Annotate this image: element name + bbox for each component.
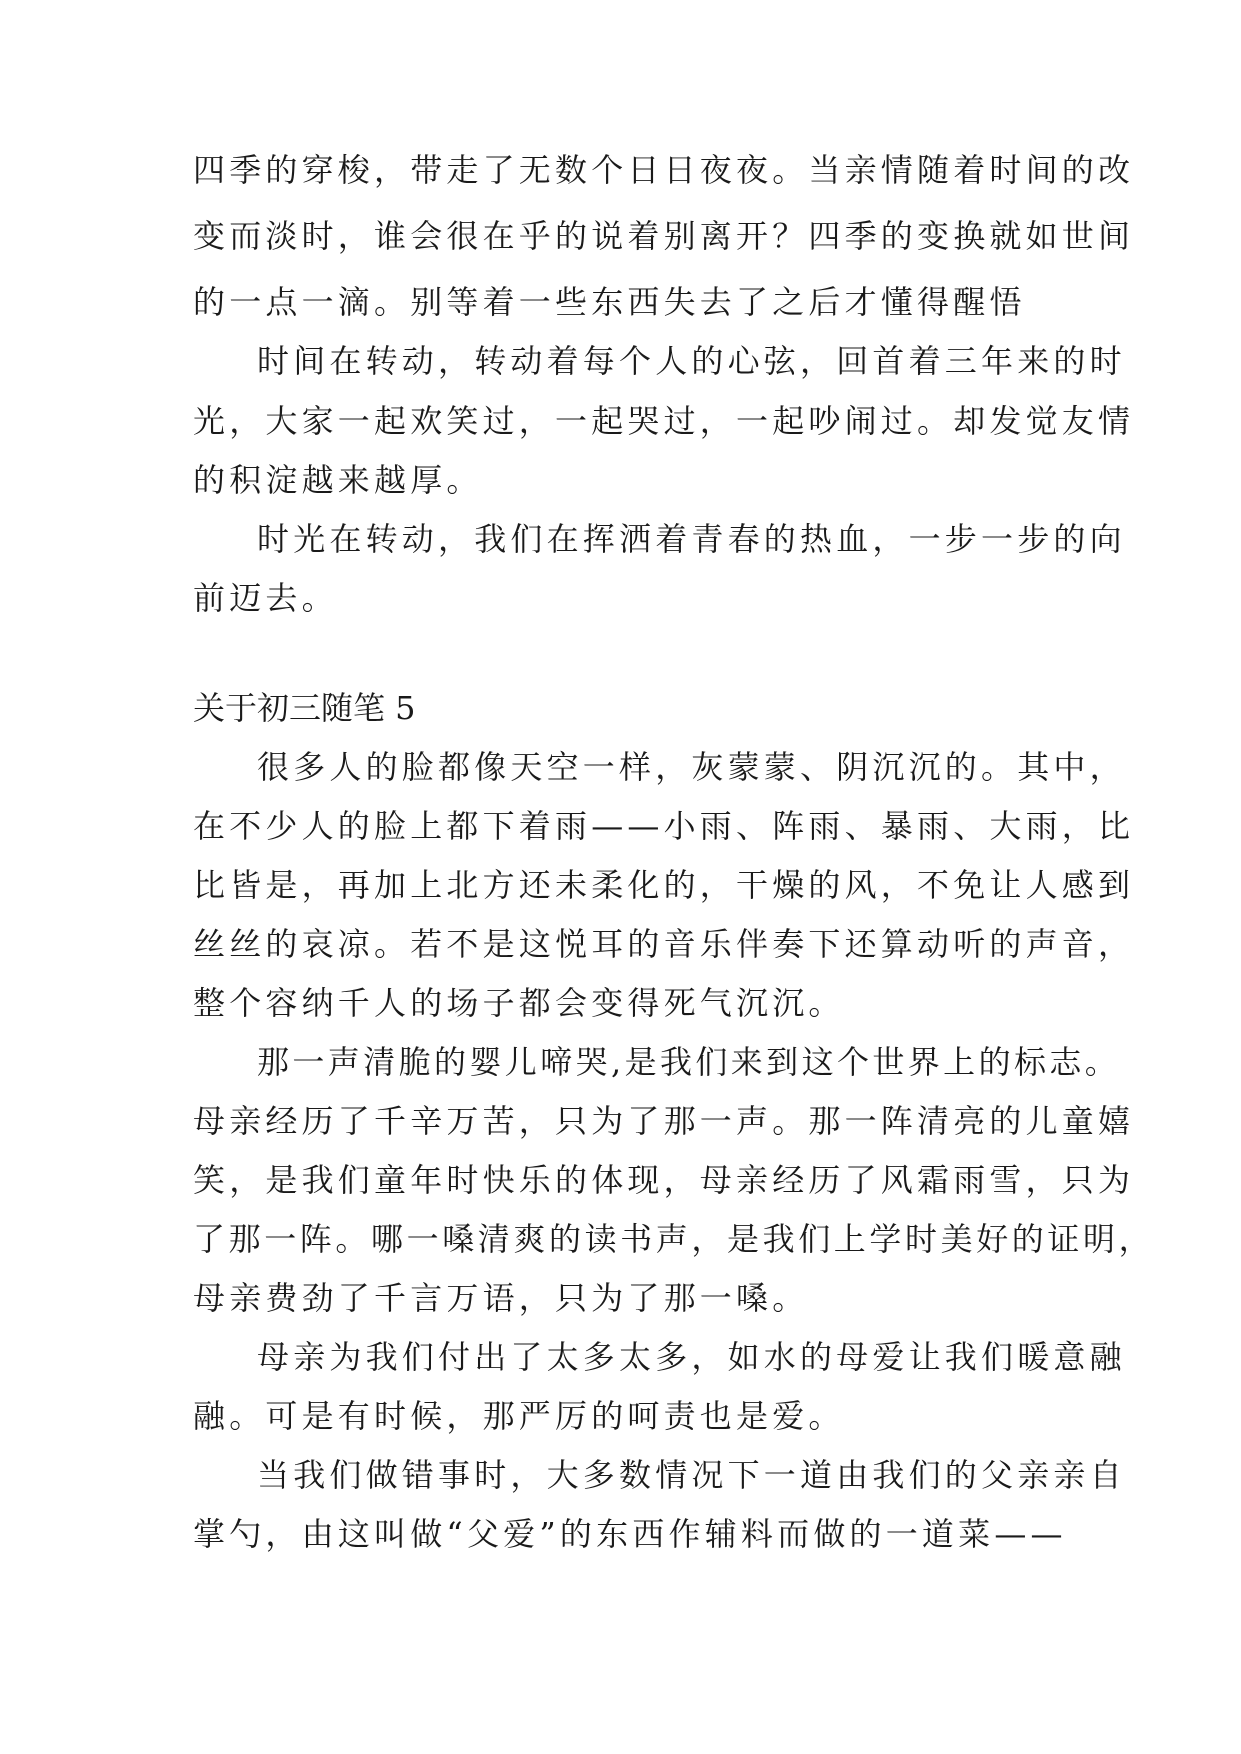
text-line: 母亲经历了千辛万苦，只为了那一声。那一阵清亮的儿童嬉 [193, 1102, 1135, 1140]
text-line: 的一点一滴。别等着一些东西失去了之后才懂得醒悟 [193, 283, 1026, 321]
text-line: 了那一阵。哪一嗓清爽的读书声，是我们上学时美好的证明， [193, 1220, 1155, 1258]
text-line: 很多人的脸都像天空一样，灰蒙蒙、阴沉沉的。其中， [257, 748, 1126, 786]
text-line: 母亲为我们付出了太多太多，如水的母爱让我们暖意融 [257, 1338, 1126, 1376]
text-line: 时间在转动，转动着每个人的心弦，回首着三年来的时 [257, 342, 1126, 380]
text-line: 笑，是我们童年时快乐的体现，母亲经历了风霜雨雪，只为 [193, 1161, 1135, 1199]
section-heading: 关于初三随笔 5 [193, 689, 416, 727]
text-line: 变而淡时，谁会很在乎的说着别离开？四季的变换就如世间 [193, 217, 1135, 255]
text-line: 前迈去。 [193, 579, 338, 617]
text-line: 融。可是有时候，那严厉的呵责也是爱。 [193, 1397, 845, 1435]
text-line: 光，大家一起欢笑过，一起哭过，一起吵闹过。却发觉友情 [193, 402, 1135, 440]
text-line: 在不少人的脸上都下着雨——小雨、阵雨、暴雨、大雨，比 [193, 807, 1135, 845]
text-line: 母亲费劲了千言万语，只为了那一嗓。 [193, 1279, 809, 1317]
text-line: 那一声清脆的婴儿啼哭,是我们来到这个世界上的标志。 [257, 1043, 1121, 1081]
text-line: 的积淀越来越厚。 [193, 461, 483, 499]
text-line: 丝丝的哀凉。若不是这悦耳的音乐伴奏下还算动听的声音， [193, 925, 1135, 963]
text-line: 时光在转动，我们在挥洒着青春的热血，一步一步的向 [257, 520, 1126, 558]
text-line: 当我们做错事时，大多数情况下一道由我们的父亲亲自 [257, 1456, 1126, 1494]
text-line: 整个容纳千人的场子都会变得死气沉沉。 [193, 984, 845, 1022]
text-line: 四季的穿梭，带走了无数个日日夜夜。当亲情随着时间的改 [193, 151, 1135, 189]
text-line: 比皆是，再加上北方还未柔化的，干燥的风，不免让人感到 [193, 866, 1135, 904]
text-line: 掌勺，由这叫做“父爱”的东西作辅料而做的一道菜—— [193, 1515, 1067, 1553]
